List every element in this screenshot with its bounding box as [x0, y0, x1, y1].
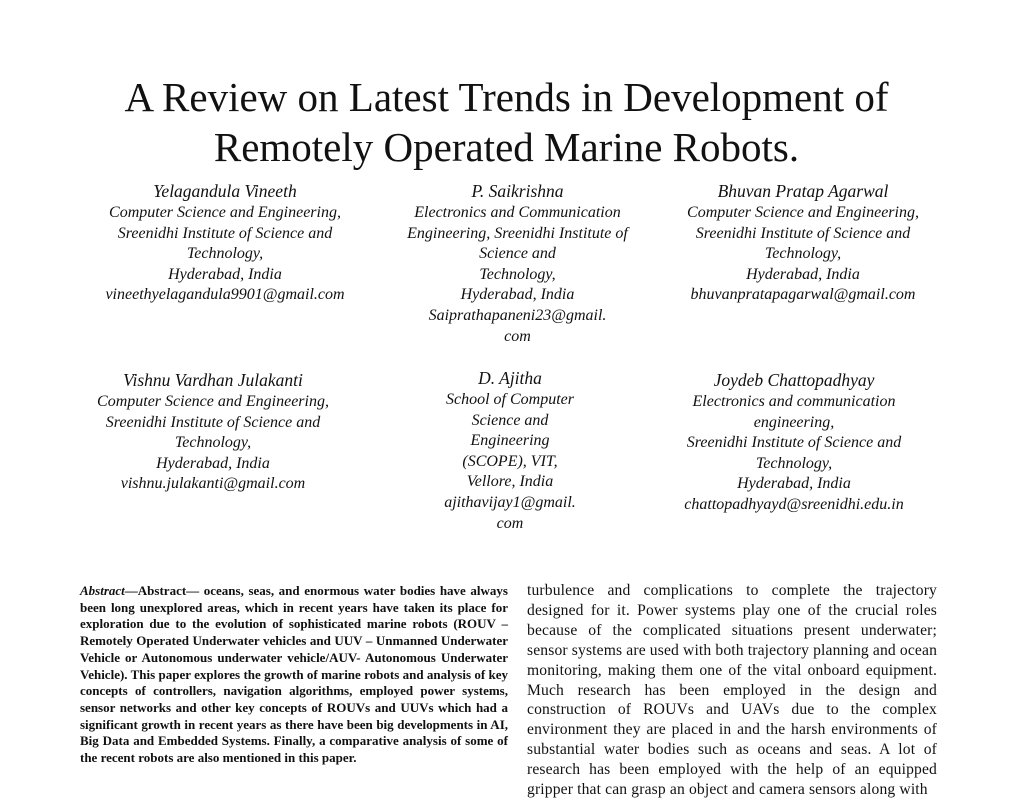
author-affiliation: School of Computer — [446, 391, 574, 408]
author-name: D. Ajitha — [478, 368, 542, 388]
author-affiliation: Electronics and communication — [692, 393, 896, 410]
body-text-right-column: turbulence and complications to complete the trajectory designed for it. Power systems play one of the crucial roles because of the complicated situations present underwater; sensor systems are used with both trajectory planning and ocean monitoring, making them one of the vital onboard equipment. Much research has been employed in the design and construction of ROUVs and UAVs due to the complex environment they are placed in and the harsh environments of substantial water bodies such as oceans and seas. A lot of research has been employed with the help of an equipped gripper that can grasp an object and camera sensors along with — [527, 582, 938, 799]
author-email: ajithavijay1@gmail. — [444, 493, 576, 511]
author-name: Joydeb Chattopadhyay — [713, 370, 875, 390]
author-email: bhuvanpratapagarwal@gmail.com — [690, 286, 916, 304]
author-email: vineethyelagandula9901@gmail.com — [105, 286, 345, 304]
author-affiliation: Computer Science and Engineering, — [687, 204, 919, 221]
author-affiliation: Technology, — [479, 265, 556, 283]
author-email: com — [496, 514, 524, 532]
author-block — [664, 371, 924, 516]
author-affiliation: Technology, — [764, 245, 842, 263]
author-affiliation: (SCOPE), VIT, — [462, 452, 558, 470]
author-affiliation: Engineering, Sreenidhi Institute of — [407, 224, 628, 242]
author-affiliation: Sreenidhi Institute of Science and — [105, 413, 321, 431]
author-location: Hyderabad, India — [168, 265, 282, 283]
abstract-text: —Abstract— oceans, seas, and enormous water bodies have always been long unexplored areas, which in recent years have taken its place for exploration due to the evolution of sophisticated marine robots (ROUV – Remotely Operated Underwater vehicles and UUV – Unmanned Underwater Vehicle or Autonomous underwater vehicle/AUV- Autonomous Underwater Vehicle). This paper explores the growth of marine robots and analysis of key concepts of controllers, navigation algorithms, employed power systems, sensor networks and other key concepts of ROUVs and UUVs which had a significant growth in recent years as there have been big developments in AI, Big Data and Embedded Systems. Finally, a comparative analysis of some of the recent robots are also mentioned in this paper. — [80, 583, 508, 766]
author-affiliation: Technology, — [755, 454, 833, 472]
author-name: P. Saikrishna — [471, 181, 564, 201]
author-location: Hyderabad, India — [746, 265, 860, 283]
author-location: Hyderabad, India — [460, 286, 575, 304]
paper-title-line-1: A Review on Latest Trends in Development of — [124, 74, 889, 120]
author-name: Vishnu Vardhan Julakanti — [123, 370, 303, 390]
author-affiliation: Engineering — [470, 432, 550, 450]
author-block — [395, 182, 640, 347]
author-affiliation: Science and — [471, 411, 549, 429]
author-email: com — [504, 327, 531, 345]
author-affiliation: Sreenidhi Institute of Science and — [695, 224, 911, 242]
abstract-label: Abstract — [80, 583, 125, 598]
author-name: Bhuvan Pratap Agarwal — [717, 181, 889, 201]
author-affiliation: Technology, — [186, 245, 264, 263]
author-affiliation: Computer Science and Engineering, — [97, 393, 329, 410]
author-block — [668, 182, 938, 306]
author-affiliation: engineering, — [753, 413, 835, 431]
author-name: Yelagandula Vineeth — [153, 181, 297, 201]
author-location: Vellore, India — [466, 473, 554, 491]
author-block — [425, 369, 595, 534]
author-affiliation: Electronics and Communication — [414, 204, 621, 221]
paper-title-line-2: Remotely Operated Marine Robots. — [213, 124, 800, 170]
author-affiliation: Science and — [479, 245, 556, 263]
abstract-paragraph — [80, 583, 508, 767]
author-block — [78, 371, 348, 495]
author-affiliation: Sreenidhi Institute of Science and — [117, 224, 333, 242]
author-affiliation: Technology, — [174, 434, 252, 452]
author-location: Hyderabad, India — [156, 454, 270, 472]
author-block — [87, 182, 363, 306]
author-affiliation: Computer Science and Engineering, — [109, 204, 341, 221]
author-email: Saiprathapaneni23@gmail. — [428, 306, 607, 324]
author-affiliation: Sreenidhi Institute of Science and — [686, 434, 902, 452]
author-email: vishnu.julakanti@gmail.com — [120, 475, 306, 493]
author-location: Hyderabad, India — [737, 475, 851, 493]
author-email: chattopadhyayd@sreenidhi.edu.in — [684, 495, 904, 513]
paper-title — [0, 72, 1013, 172]
